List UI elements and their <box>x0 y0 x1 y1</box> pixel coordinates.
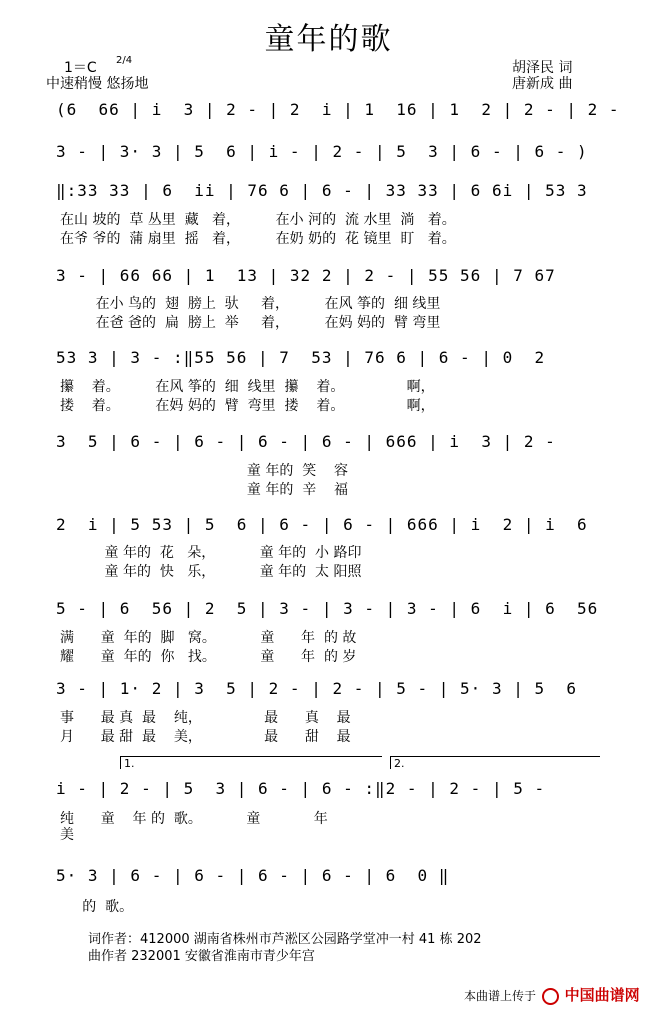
notation-line: 5· 3 | 6 - | 6 - | 6 - | 6 - | 6 0 ‖ <box>56 866 450 885</box>
lyricist-address: 词作者：412000 湖南省株州市芦淞区公园路学堂冲一村 41 栋 202 <box>88 932 482 947</box>
lyric-verse-2: 童 年的 快 乐， 童 年的 太 阳照 <box>60 564 362 580</box>
notation-line: 53 3 | 3 - :‖55 56 | 7 53 | 76 6 | 6 - | 0 2 <box>56 348 546 367</box>
key-signature: 1＝C <box>64 60 97 76</box>
lyric-verse-2: 在爷 爷的 蒲 扇里 摇 着， 在奶 奶的 花 镜里 盯 着。 <box>60 231 456 247</box>
composer-credit: 唐新成 曲 <box>512 76 573 92</box>
notation-line: 3 5 | 6 - | 6 - | 6 - | 6 - | 666 | i 3 | 2 - <box>56 432 556 451</box>
time-signature: 2/4 <box>116 55 133 66</box>
page-title: 童年的歌 <box>264 22 393 57</box>
notation-line: 2 i | 5 53 | 5 6 | 6 - | 6 - | 666 | i 2 | i 6 <box>56 515 588 534</box>
lyric-verse-1: 纯 童 年 的 歌。 童 年 <box>60 811 328 827</box>
lyric-verse-1: 的 歌。 <box>60 899 134 915</box>
lyric-verse-2: 在爸 爸的 扁 膀上 举 着， 在妈 妈的 臂 弯里 <box>60 315 441 331</box>
lyric-verse-1: 满 童 年的 脚 窝。 童 年 的 故 <box>60 630 357 646</box>
lyric-verse-2: 搂 着。 在妈 妈的 臂 弯里 搂 着。 啊， <box>60 398 435 414</box>
lyric-verse-2: 美 <box>60 827 74 843</box>
upload-note <box>464 984 640 1005</box>
lyric-verse-1: 童 年的 花 朵， 童 年的 小 路印 <box>60 545 362 561</box>
notation-line: ‖:33 33 | 6 ii | 76 6 | 6 - | 33 33 | 6 6i | 53 3 <box>56 181 588 200</box>
notation-line: i - | 2 - | 5 3 | 6 - | 6 - :‖2 - | 2 - | 5 - <box>56 779 546 798</box>
notation-line: (6 66 | i 3 | 2 - | 2 i | 1 16 | 1 2 | 2 - | 2 - <box>56 100 620 119</box>
lyric-verse-1: 事 最 真 最 纯， 最 真 最 <box>60 710 351 726</box>
lyric-verse-1: 攥 着。 在风 筝的 细 线里 攥 着。 啊， <box>60 379 435 395</box>
site-logo-icon <box>542 988 559 1005</box>
volta-2: 2. <box>390 756 600 769</box>
lyric-verse-2: 月 最 甜 最 美， 最 甜 最 <box>60 729 351 745</box>
lyric-verse-1: 在小 鸟的 翅 膀上 驮 着， 在风 筝的 细 线里 <box>60 296 441 312</box>
upload-note-text: 本曲谱上传于 <box>464 989 537 1003</box>
tempo-marking: 中速稍慢 悠扬地 <box>46 76 149 92</box>
lyric-verse-1: 在山 坡的 草 丛里 藏 着， 在小 河的 流 水里 淌 着。 <box>60 212 456 228</box>
composer-address: 曲作者 232001 安徽省淮南市青少年宫 <box>88 949 315 964</box>
site-logo: 中国曲谱网 <box>564 986 640 1004</box>
notation-line: 3 - | 1· 2 | 3 5 | 2 - | 2 - | 5 - | 5· 3 | 5 6 <box>56 679 578 698</box>
lyric-verse-2: 耀 童 年的 你 找。 童 年 的 岁 <box>60 649 357 665</box>
notation-line: 5 - | 6 56 | 2 5 | 3 - | 3 - | 3 - | 6 i | 6 56 <box>56 599 599 618</box>
lyric-verse-2: 童 年的 辛 福 <box>60 482 349 498</box>
notation-line: 3 - | 3· 3 | 5 6 | i - | 2 - | 5 3 | 6 - | 6 - ) <box>56 142 588 161</box>
lyricist-credit: 胡泽民 词 <box>512 60 573 76</box>
lyric-verse-1: 童 年的 笑 容 <box>60 463 349 479</box>
notation-line: 3 - | 66 66 | 1 13 | 32 2 | 2 - | 55 56 | 7 67 <box>56 266 556 285</box>
volta-1: 1. <box>120 756 382 769</box>
